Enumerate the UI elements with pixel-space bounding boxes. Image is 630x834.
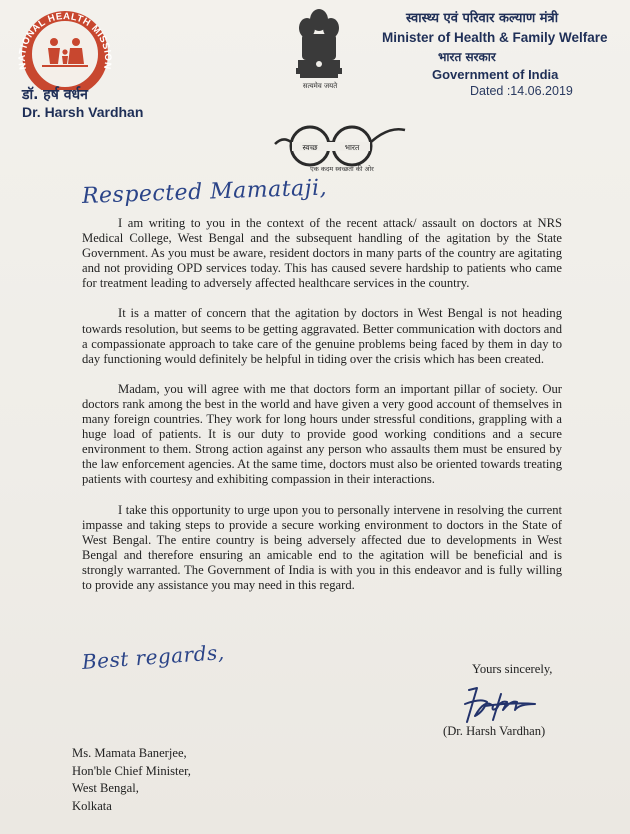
address-line: Hon'ble Chief Minister, [72, 763, 191, 778]
emblem-motto: सत्यमेव जयते [302, 82, 338, 90]
logo-ring-text: NATIONAL HEALTH MISSION [16, 10, 114, 71]
address-line: West Bengal, [72, 781, 139, 795]
recipient-address [72, 745, 191, 815]
paragraph-1: I am writing to you in the context of the recent attack/ assault on doctors at NRS Medical College, West Bengal and the subsequent handling of the agitation by the State Government. As you must be aware, resident doctors in many parts of the country are agitating and not providing OPD services today. This has caused severe hardship to patients who came for treatment leading to adversely affected healthcare services in the country. [82, 216, 562, 291]
address-line: Kolkata [72, 798, 112, 813]
paragraph-4: I take this opportunity to urge upon you to personally intervene in resolving the current impasse and taking steps to provide a secure working environment to doctors in the State of West Bengal. The entire country is being adversely affected due to developments in West Bengal and therefore ensuring an amicable end to the agitation will be beneficial and is strongly warranted. The Government of India is with you in this endeavor and is fully willing to provide any assistance you may need in this regard. [82, 502, 562, 592]
national-emblem-icon [290, 4, 348, 92]
paragraph-3: Madam, you will agree with me that doctors form an important pillar of society. Our doctors rank among the best in the world and have given a very good account of themselves in many foreign countries. They work for long hours under stressful conditions, grappling with a huge load of patients. It is our duty to provide good working conditions and a secure environment to them. Strong action against any person who assaults them must be ensured by the law enforcement agencies. At the same time, doctors must also be oriented towards treating patients with courtesy and exhibiting compassion in their interactions. [82, 381, 562, 487]
nhm-logo-emblem-icon [12, 8, 118, 90]
government-hindi: भारत सरकार [438, 50, 496, 64]
bharat-text: भारत [344, 143, 360, 152]
signer-name: (Dr. Harsh Vardhan) [443, 724, 546, 738]
nhm-logo [12, 8, 118, 90]
left-name-hindi: डॉ. हर्ष वर्धन [22, 87, 88, 103]
swachh-bharat-glasses-icon [272, 120, 407, 170]
closing-handwritten: Best regards, [81, 640, 226, 674]
letter-body [82, 216, 562, 608]
letterhead-right [382, 8, 618, 98]
left-name-english: Dr. Harsh Vardhan [22, 104, 144, 120]
paragraph-2: It is a matter of concern that the agitation by doctors in West Bengal is not heading towards resolution, but seems to be getting aggravated. Better communication with doctors and a compassionate approach to take care of the genuine problems being faced by them in day to day functioning would definitely be helpful in tiding over the crisis which has been created. [82, 306, 562, 366]
letter-date: Dated :14.06.2019 [470, 84, 573, 98]
salutation-handwritten: Respected Mamataji, [81, 175, 328, 209]
swachh-text: स्वच्छ [302, 143, 318, 152]
swachh-caption: एक कदम स्वच्छता की ओर [310, 165, 374, 173]
minister-title-english: Minister of Health & Family Welfare [382, 30, 608, 45]
address-line: Ms. Mamata Banerjee, [72, 746, 187, 760]
yours-sincerely: Yours sincerely, [472, 662, 553, 676]
government-english: Government of India [432, 67, 559, 82]
minister-title-hindi: स्वास्थ्य एवं परिवार कल्याण मंत्री [406, 11, 559, 26]
